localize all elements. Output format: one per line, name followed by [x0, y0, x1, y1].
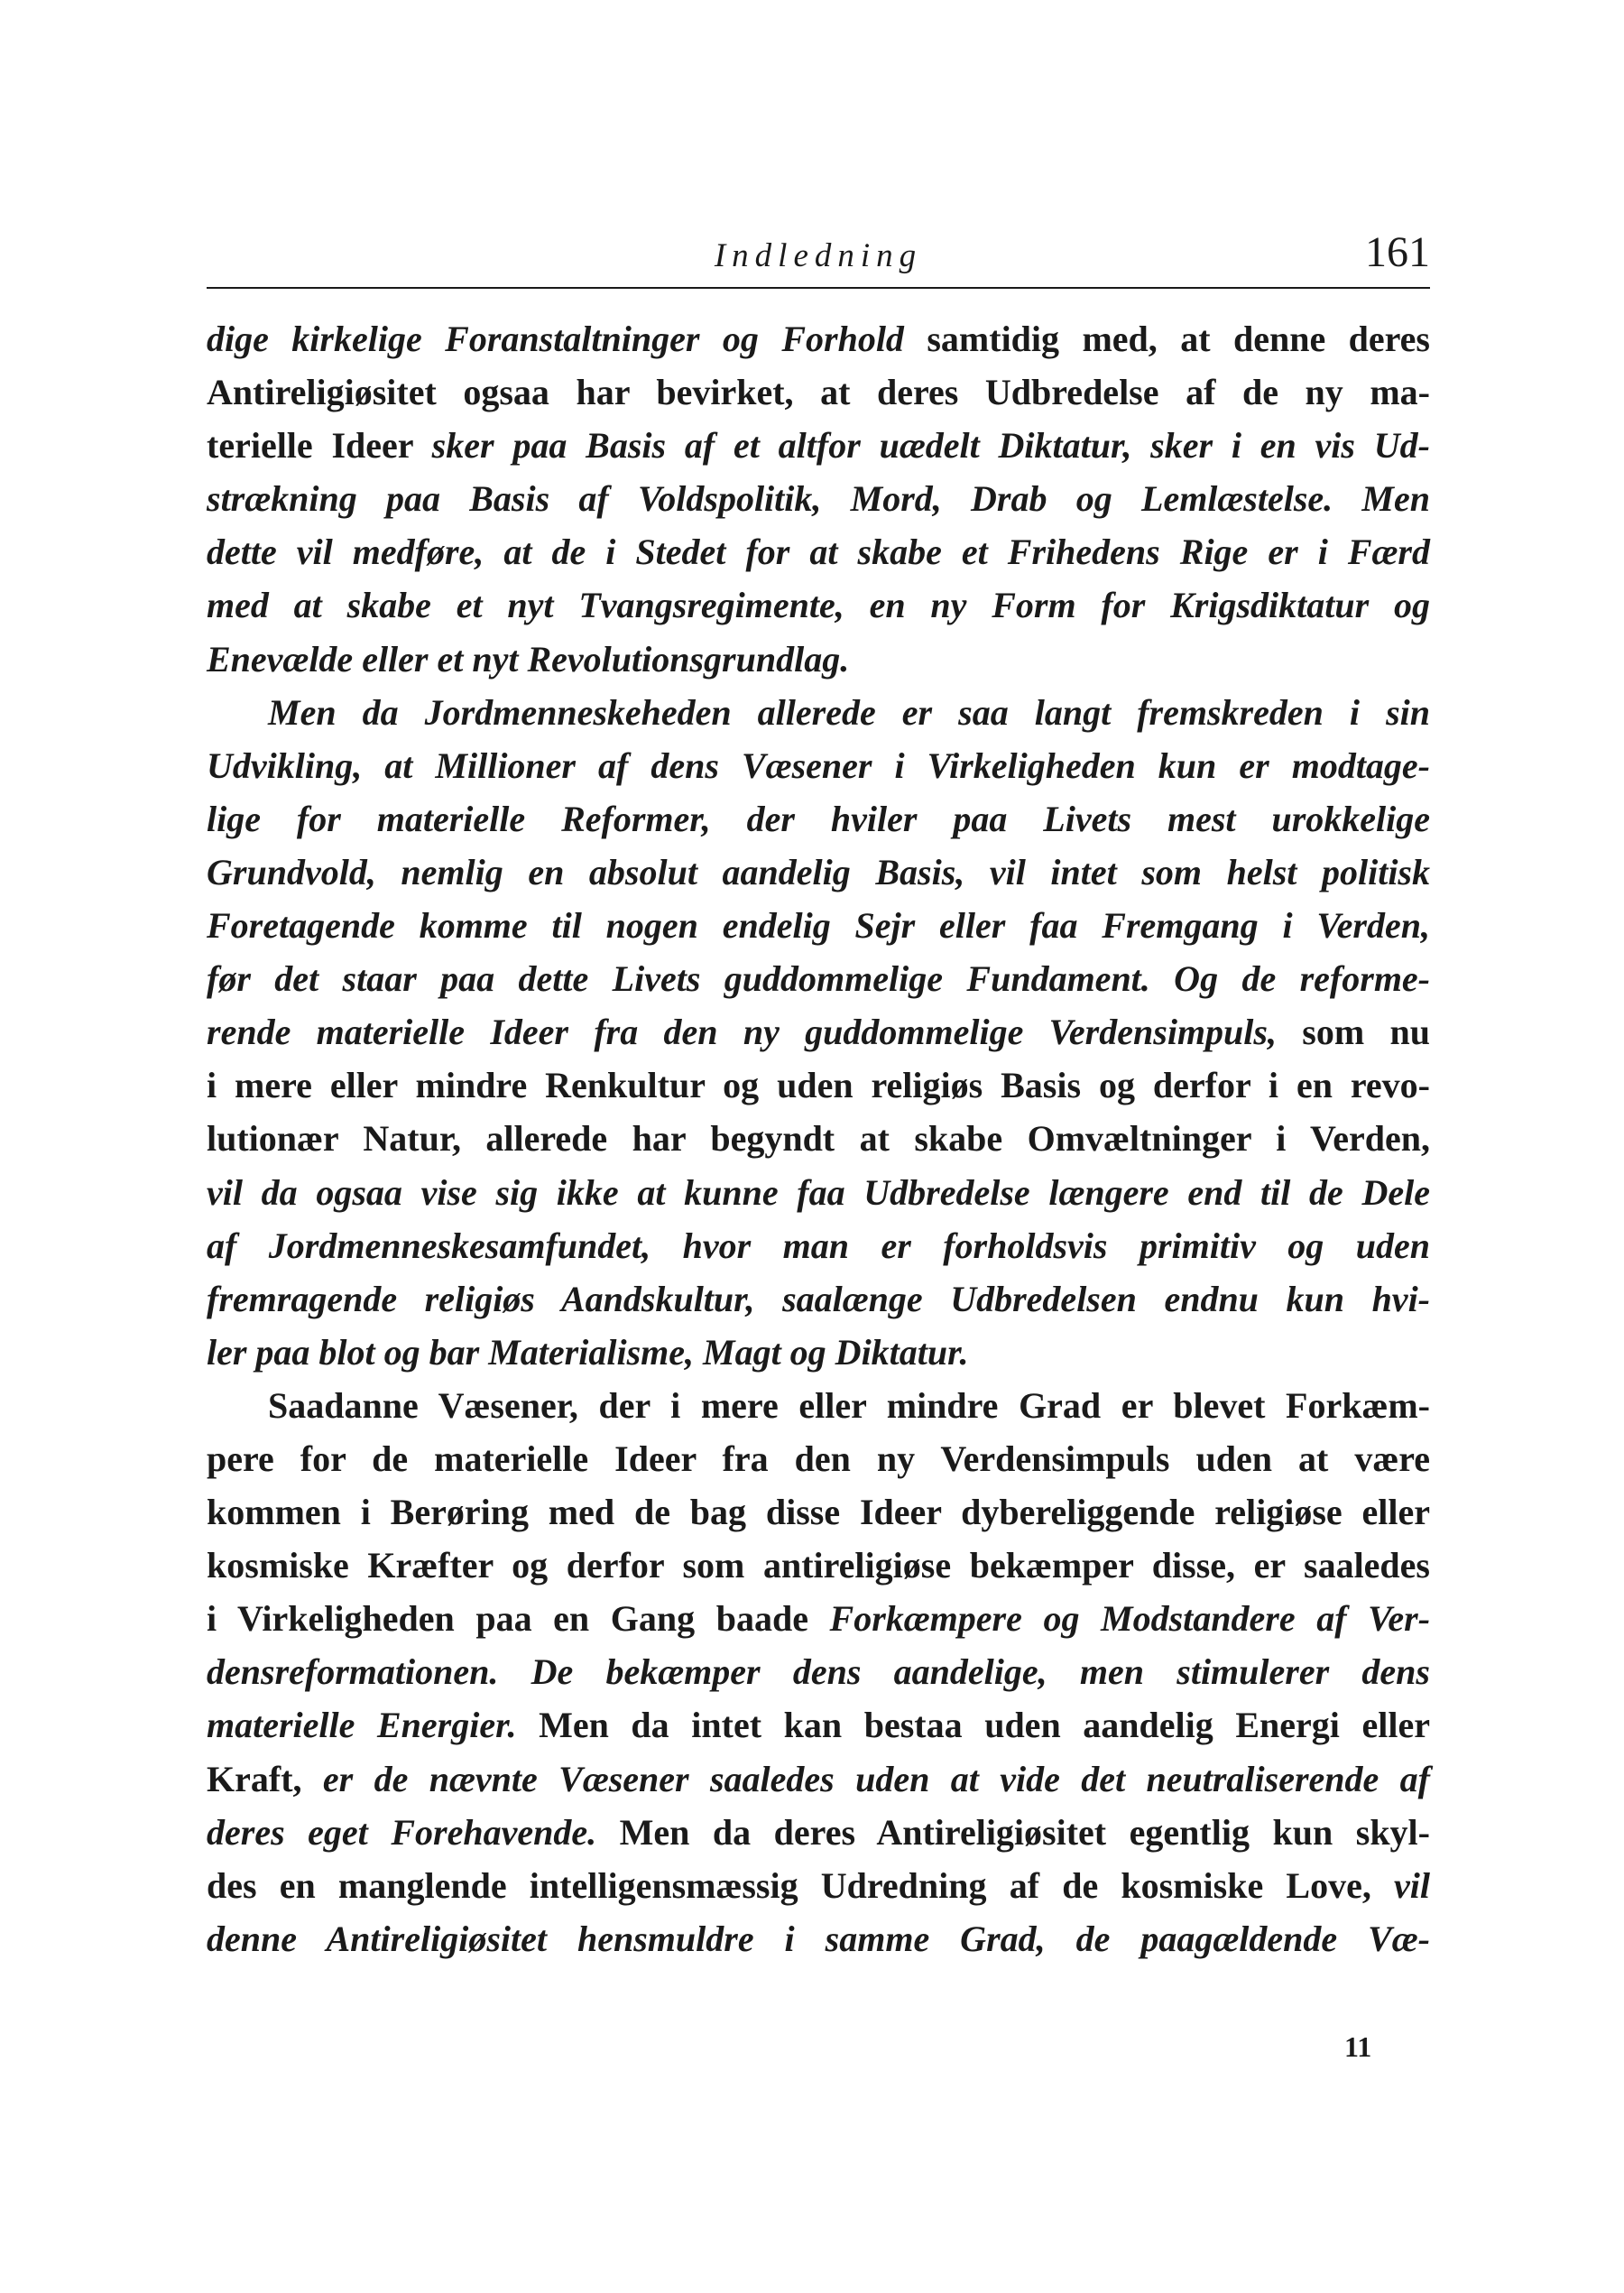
- text-run: Men da intet kan bestaa uden aandelig Energi eller: [516, 1705, 1430, 1746]
- italic-text-run: deres eget Forehavende.: [207, 1811, 597, 1853]
- italic-text-run: vil: [1394, 1864, 1430, 1906]
- italic-text-run: dette vil medføre, at de i Stedet for at skabe et Frihedens Rige er i Færd: [207, 532, 1430, 573]
- running-title: Indledning: [714, 237, 923, 274]
- italic-text-run: sker paa Basis af et altfor uædelt Diktatur, sker i en vis Ud-: [431, 425, 1430, 467]
- text-run: Saadanne Væsener, der i mere eller mindre Grad er blevet Forkæm-: [268, 1384, 1430, 1426]
- text-line: [207, 899, 1430, 952]
- italic-text-run: Grundvold, nemlig en absolut aandelig Basis, vil intet som helst politisk: [207, 851, 1430, 892]
- text-line: [207, 419, 1430, 472]
- text-line: [207, 1806, 1430, 1859]
- italic-text-run: vil da ogsaa vise sig ikke at kunne faa Udbredelse længere end til de Dele: [207, 1171, 1430, 1213]
- text-run: Men da deres Antireligiøsitet egentlig kun skyl-: [596, 1811, 1430, 1853]
- text-run: kommen i Berøring med de bag disse Ideer dybereliggende religiøse eller: [207, 1492, 1430, 1533]
- text-line: [207, 1912, 1430, 1965]
- text-run: Antireligiøsitet ogsaa har bevirket, at deres Udbredelse af de ny ma-: [207, 372, 1430, 413]
- text-line: [207, 792, 1430, 846]
- text-line: [207, 1326, 1430, 1379]
- italic-text-run: Enevælde eller et nyt Revolutionsgrundlag.: [207, 638, 850, 680]
- italic-text-run: lige for materielle Reformer, der hviler paa Livets mest urokkelige: [207, 798, 1430, 839]
- text-run: i mere eller mindre Renkultur og uden religiøs Basis og derfor i en revo-: [207, 1065, 1430, 1106]
- header-rule: [207, 287, 1430, 289]
- text-line: [207, 312, 1430, 365]
- text-line: [207, 1379, 1430, 1432]
- text-line: [207, 1219, 1430, 1272]
- text-run: samtidig med, at denne deres: [903, 319, 1430, 359]
- text-run: kosmiske Kræfter og derfor som antireligiøse bekæmper disse, er saaledes: [207, 1545, 1430, 1586]
- text-line: [207, 1645, 1430, 1698]
- text-line: [207, 952, 1430, 1005]
- italic-text-run: Forkæmpere og Modstandere af Ver-: [829, 1598, 1431, 1640]
- text-line: [207, 1752, 1430, 1806]
- running-head: [207, 217, 1430, 289]
- text-line: [207, 525, 1430, 578]
- italic-text-run: med at skabe et nyt Tvangsregimente, en ny Form for Krigsdiktatur og: [207, 585, 1430, 626]
- italic-text-run: er de nævnte Væsener saaledes uden at vide det neutraliserende af: [322, 1758, 1430, 1799]
- text-run: lutionær Natur, allerede har begyndt at skabe Omvæltninger i Verden,: [207, 1118, 1430, 1160]
- italic-text-run: Udvikling, at Millioner af dens Væsener i Virkeligheden kun er modtage-: [207, 744, 1430, 786]
- text-line: [207, 1698, 1430, 1752]
- page-number: 161: [1365, 228, 1430, 276]
- italic-text-run: materielle Energier.: [207, 1705, 517, 1746]
- italic-text-run: ler paa blot og bar Materialisme, Magt og Diktatur.: [207, 1331, 969, 1373]
- text-line: [207, 1005, 1430, 1059]
- text-run: Kraft,: [207, 1758, 323, 1799]
- printer-signature: 11: [1344, 2030, 1372, 2063]
- body-text: [207, 312, 1430, 1965]
- text-run: pere for de materielle Ideer fra den ny Verdensimpuls uden at være: [207, 1438, 1430, 1479]
- italic-text-run: densreformationen. De bekæmper dens aandelige, men stimulerer dens: [207, 1651, 1430, 1693]
- text-line: [207, 365, 1430, 419]
- text-run: des en manglende intelligensmæssig Udredning af de kosmiske Love,: [207, 1864, 1395, 1906]
- text-line: [207, 633, 1430, 686]
- italic-text-run: strækning paa Basis af Voldspolitik, Mord, Drab og Lemlæstelse. Men: [207, 478, 1430, 520]
- italic-text-run: Men da Jordmenneskeheden allerede er saa langt fremskreden i sin: [268, 691, 1430, 733]
- text-line: [207, 739, 1430, 792]
- text-run: som nu: [1276, 1012, 1431, 1053]
- text-line: [207, 1272, 1430, 1326]
- italic-text-run: Foretagende komme til nogen endelig Sejr eller faa Fremgang i Verden,: [207, 905, 1430, 947]
- text-line: [207, 1859, 1430, 1912]
- italic-text-run: fremragende religiøs Aandskultur, saalænge Udbredelsen endnu kun hvi-: [207, 1278, 1430, 1319]
- text-line: [207, 578, 1430, 632]
- italic-text-run: rende materielle Ideer fra den ny guddommelige Verdensimpuls,: [207, 1012, 1277, 1053]
- text-run: i Virkeligheden paa en Gang baade: [207, 1598, 830, 1640]
- text-line: [207, 1592, 1430, 1645]
- italic-text-run: af Jordmenneskesamfundet, hvor man er forholdsvis primitiv og uden: [207, 1225, 1430, 1266]
- text-line: [207, 1485, 1430, 1539]
- text-line: [207, 1112, 1430, 1165]
- text-line: [207, 1432, 1430, 1485]
- italic-text-run: før det staar paa dette Livets guddommelige Fundament. Og de reforme-: [207, 958, 1430, 1000]
- text-line: [207, 1166, 1430, 1219]
- text-line: [207, 846, 1430, 899]
- text-line: [207, 1059, 1430, 1112]
- italic-text-run: denne Antireligiøsitet hensmuldre i samme Grad, de paagældende Væ-: [207, 1918, 1430, 1959]
- text-line: [207, 1539, 1430, 1592]
- italic-text-run: dige kirkelige Foranstaltninger og Forhold: [207, 319, 904, 359]
- text-run: terielle Ideer: [207, 425, 432, 467]
- text-line: [207, 686, 1430, 739]
- text-line: [207, 472, 1430, 525]
